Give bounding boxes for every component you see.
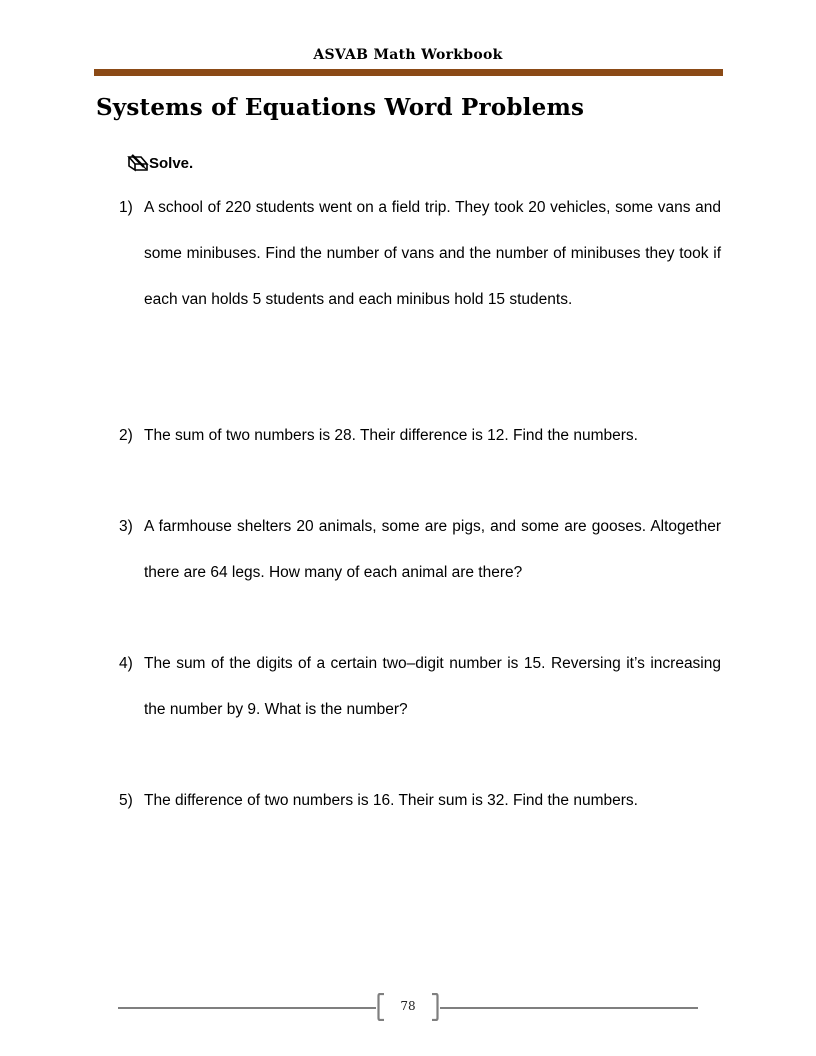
problem-item <box>119 413 721 459</box>
footer-rule-left <box>118 1007 376 1009</box>
problem-item <box>119 778 721 824</box>
problem-item <box>119 641 721 733</box>
left-bracket-icon <box>377 993 385 1021</box>
problem-number: 3) <box>119 518 133 535</box>
page-title: Systems of Equations Word Problems <box>96 94 585 121</box>
page-number: 78 <box>400 999 416 1013</box>
problem-text: A school of 220 students went on a field trip. They took 20 vehicles, some vans and some minibuses. Find the number of vans and the number of minibuses they took if each van holds 5 students and each minibus hold 15 students. <box>144 199 721 308</box>
right-bracket-icon <box>431 993 439 1021</box>
problem-text: The sum of the digits of a certain two–digit number is 15. Reversing it’s increasing the number by 9. What is the number? <box>144 655 721 718</box>
problem-number: 4) <box>119 655 133 672</box>
footer-rule-right <box>440 1007 698 1009</box>
problem-item <box>119 504 721 596</box>
problem-number: 2) <box>119 427 133 444</box>
problem-item <box>119 185 721 323</box>
instruction-label: Solve. <box>149 154 194 172</box>
problem-text: The difference of two numbers is 16. Their sum is 32. Find the numbers. <box>144 792 638 809</box>
pencil-paper-icon <box>127 154 149 172</box>
running-header: ASVAB Math Workbook <box>313 47 503 63</box>
problem-text: A farmhouse shelters 20 animals, some are pigs, and some are gooses. Altogether there are 64 legs. How many of each animal are there? <box>144 518 721 581</box>
problem-text: The sum of two numbers is 28. Their difference is 12. Find the numbers. <box>144 427 638 444</box>
instruction <box>127 154 193 172</box>
problem-number: 1) <box>119 199 133 216</box>
header-rule <box>94 69 723 76</box>
problem-number: 5) <box>119 792 133 809</box>
